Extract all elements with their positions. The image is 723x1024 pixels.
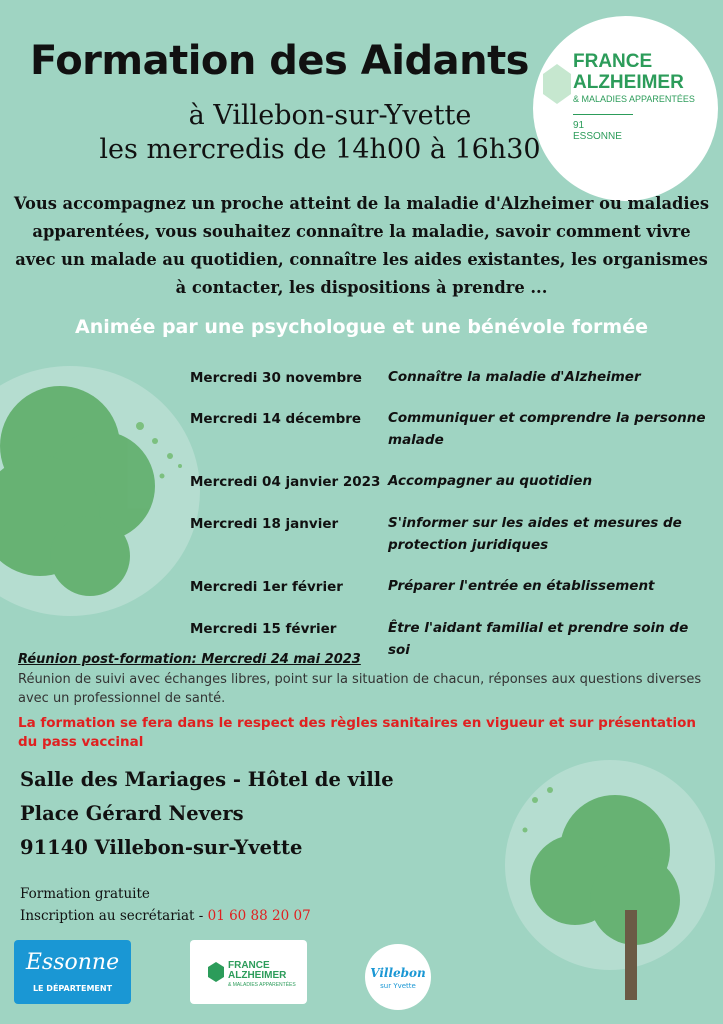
session-topic: Être l'aidant familial et prendre soin de soi bbox=[388, 620, 689, 658]
session-date: Mercredi 30 novembre bbox=[190, 370, 362, 386]
address-line-2: Place Gérard Nevers bbox=[20, 802, 244, 825]
inscription-label: Inscription au secrétariat - bbox=[20, 908, 208, 924]
subtitle-schedule: les mercredis de 14h00 à 16h30 bbox=[99, 134, 541, 165]
intro-paragraph: Vous accompagnez un proche atteint de la maladie d'Alzheimer ou maladies apparentées, vous souhaitez connaître la maladie, savoir comment vivre avec un malade au quotidien, connaître les aides existantes, les organismes à contacter, les dispositions à prendre ... bbox=[13, 194, 710, 297]
fa-small-line-3: & MALADIES APPARENTÉES bbox=[228, 982, 296, 988]
france-alzheimer-small-logo bbox=[190, 940, 307, 1004]
villebon-logo bbox=[365, 944, 431, 1010]
fa-small-line-2: ALZHEIMER bbox=[228, 970, 287, 981]
hexagon-icon bbox=[543, 64, 571, 104]
villebon-name: Villebon bbox=[370, 966, 426, 980]
free-training-label: Formation gratuite bbox=[20, 886, 150, 902]
essonne-logo bbox=[14, 940, 131, 1004]
reunion-description: Réunion de suivi avec échanges libres, point sur la situation de chacun, réponses aux questions diverses avec un professionnel de santé. bbox=[18, 672, 702, 706]
essonne-name: Essonne bbox=[25, 950, 120, 975]
address-line-3: 91140 Villebon-sur-Yvette bbox=[20, 836, 303, 859]
session-date: Mercredi 18 janvier bbox=[190, 516, 339, 532]
hexagon-icon bbox=[208, 962, 224, 982]
logo-line-3: & MALADIES APPARENTÉES bbox=[573, 94, 695, 104]
france-alzheimer-logo bbox=[533, 16, 718, 201]
fa-small-line-1: FRANCE bbox=[228, 960, 270, 971]
page-title: Formation des Aidants bbox=[30, 38, 529, 84]
essonne-sub: LE DÉPARTEMENT bbox=[32, 984, 113, 993]
address-line-1: Salle des Mariages - Hôtel de ville bbox=[20, 768, 394, 791]
session-topic: Connaître la maladie d'Alzheimer bbox=[388, 369, 641, 385]
session-date: Mercredi 1er février bbox=[190, 579, 343, 595]
session-topic: S'informer sur les aides et mesures de protection juridiques bbox=[388, 515, 682, 553]
logo-line-2: ALZHEIMER bbox=[573, 72, 684, 93]
session-date: Mercredi 14 décembre bbox=[190, 411, 362, 427]
phone-number: 01 60 88 20 07 bbox=[207, 908, 311, 924]
sanitary-warning: La formation se fera dans le respect des règles sanitaires en vigueur et sur présentation du pass vaccinal bbox=[18, 715, 696, 750]
session-date: Mercredi 15 février bbox=[190, 621, 337, 637]
logo-line-1: FRANCE bbox=[573, 51, 653, 72]
subtitle-location: à Villebon-sur-Yvette bbox=[188, 100, 472, 131]
logo-line-4: 91 ESSONNE bbox=[573, 114, 633, 142]
session-date: Mercredi 04 janvier 2023 bbox=[190, 474, 381, 490]
session-topic: Préparer l'entrée en établissement bbox=[388, 578, 655, 594]
session-topic: Communiquer et comprendre la personne malade bbox=[388, 410, 706, 448]
inscription-line bbox=[20, 908, 311, 924]
tree-head-illustration-right bbox=[505, 760, 715, 970]
tree-head-illustration-left bbox=[0, 366, 200, 616]
villebon-sub: sur Yvette bbox=[380, 982, 416, 990]
animated-by-heading: Animée par une psychologue et une bénévole formée bbox=[75, 316, 648, 338]
session-topic: Accompagner au quotidien bbox=[388, 473, 593, 489]
reunion-title: Réunion post-formation: Mercredi 24 mai 2023 bbox=[18, 652, 361, 667]
